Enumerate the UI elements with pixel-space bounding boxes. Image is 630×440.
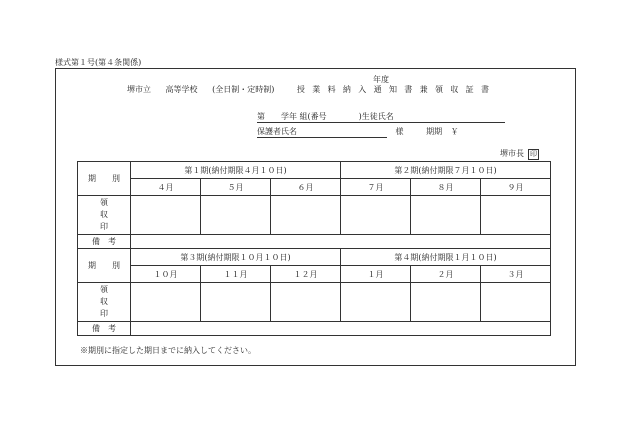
remarks-label: 備 考 xyxy=(78,235,131,249)
month-header: ９月 xyxy=(481,179,551,196)
remarks-label: 備 考 xyxy=(78,322,131,336)
remarks-cell xyxy=(131,322,551,336)
stamp-cell xyxy=(131,283,201,322)
form-title: 授 業 料 納 入 通 知 書 兼 領 収 証 書 xyxy=(296,85,492,94)
payment-table xyxy=(77,161,551,336)
month-header: ４月 xyxy=(131,179,201,196)
month-header: ７月 xyxy=(341,179,411,196)
month-header: １０月 xyxy=(131,266,201,283)
seal-mark: 印 xyxy=(530,150,537,158)
month-header: １１月 xyxy=(201,266,271,283)
stamp-cell xyxy=(481,283,551,322)
receipt-stamp-label xyxy=(78,283,131,322)
guardian-line xyxy=(257,126,459,138)
term-header: 期 別 xyxy=(78,162,131,196)
receipt-stamp-label xyxy=(78,196,131,235)
stamp-char: 収 xyxy=(100,210,108,219)
stamp-char: 印 xyxy=(100,222,108,231)
mayor-label: 堺市長 xyxy=(500,149,524,158)
month-header: ２月 xyxy=(411,266,481,283)
stamp-cell xyxy=(411,196,481,235)
form-number: 様式第１号(第４条関係) xyxy=(55,58,142,67)
system-label: (全日制・定時制) xyxy=(212,85,275,94)
payment-note: ※期別に指定した期日までに納入してください。 xyxy=(80,346,256,355)
stamp-cell xyxy=(341,283,411,322)
grade-label: 第 学年 xyxy=(257,112,297,121)
guardian-name-label: 保護者氏名 xyxy=(257,127,297,136)
stamp-cell xyxy=(201,196,271,235)
school-label: 高等学校 xyxy=(165,85,198,94)
period-header: 第１期(納付期限４月１０日) xyxy=(131,162,341,179)
month-header: ５月 xyxy=(201,179,271,196)
honorific-label: 様 xyxy=(395,127,404,136)
period-header: 第２期(納付期限７月１０日) xyxy=(341,162,551,179)
month-header: １月 xyxy=(341,266,411,283)
stamp-cell xyxy=(481,196,551,235)
stamp-cell xyxy=(271,283,341,322)
stamp-cell xyxy=(341,196,411,235)
stamp-char: 領 xyxy=(100,285,108,294)
stamp-cell xyxy=(201,283,271,322)
period-header: 第３期(納付期限１０月１０日) xyxy=(131,249,341,266)
stamp-char: 印 xyxy=(100,309,108,318)
period-header: 第４期(納付期限１月１０日) xyxy=(341,249,551,266)
guardian-name-underline xyxy=(257,126,387,138)
form-header xyxy=(127,84,503,95)
mayor-line xyxy=(500,148,539,160)
stamp-cell xyxy=(271,196,341,235)
city-label: 堺市立 xyxy=(127,85,151,94)
student-name-label: 生徒氏名 xyxy=(361,112,394,121)
stamp-char: 領 xyxy=(100,198,108,207)
stamp-char: 収 xyxy=(100,297,108,306)
tuition-notice-form xyxy=(55,68,576,366)
month-header: ６月 xyxy=(271,179,341,196)
stamp-cell xyxy=(411,283,481,322)
fiscal-year-label: 年度 xyxy=(373,75,389,84)
currency-symbol: ￥ xyxy=(450,127,459,136)
month-header: １２月 xyxy=(271,266,341,283)
term-label: 期期 xyxy=(426,127,443,136)
remarks-cell xyxy=(131,235,551,249)
class-number-label: 組(番号 ) xyxy=(299,112,362,121)
term-header: 期 別 xyxy=(78,249,131,283)
month-header: ３月 xyxy=(481,266,551,283)
student-line-underline xyxy=(257,111,505,123)
student-line xyxy=(257,111,505,123)
month-header: ８月 xyxy=(411,179,481,196)
stamp-cell xyxy=(131,196,201,235)
